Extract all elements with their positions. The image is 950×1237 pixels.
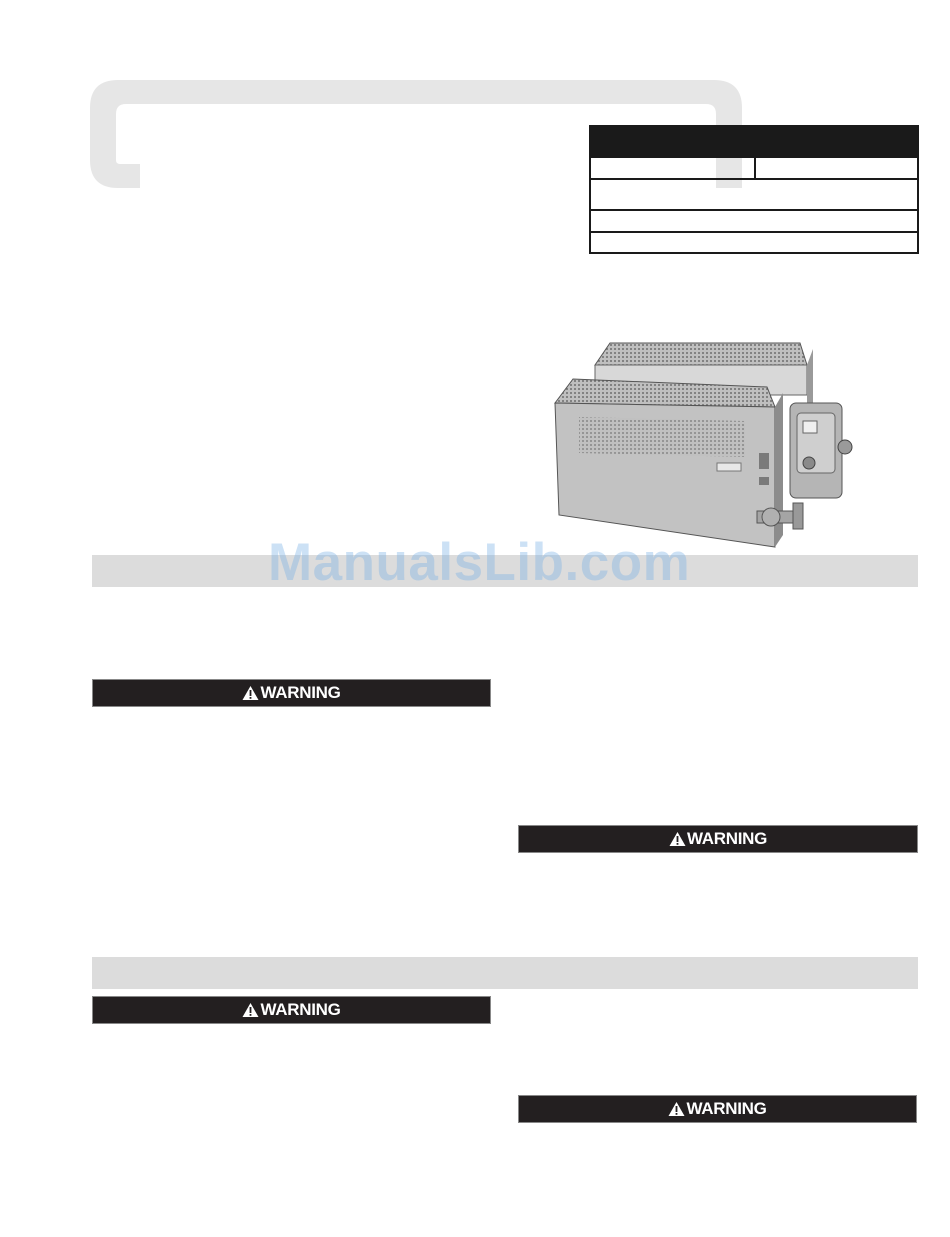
- warning-triangle-icon: [668, 1101, 685, 1117]
- section-header-bar: [92, 957, 918, 989]
- warning-label: WARNING: [686, 1099, 767, 1118]
- warning-label: WARNING: [686, 829, 768, 848]
- warning-triangle-icon: [242, 685, 259, 701]
- warning-label: WARNING: [260, 683, 341, 702]
- warning-triangle-icon: [242, 1002, 259, 1018]
- spec-table-row: [591, 178, 917, 180]
- warning-label: WARNING: [260, 1000, 341, 1019]
- warning-banner: [518, 825, 918, 853]
- warning-triangle-icon: [669, 831, 686, 847]
- spec-table-header: [591, 127, 917, 158]
- heater-product-image: [545, 335, 860, 550]
- warning-banner: [518, 1095, 917, 1123]
- spec-table-row: [591, 231, 917, 233]
- spec-table-divider: [754, 158, 756, 180]
- spec-table: [589, 125, 919, 254]
- watermark: ManualsLib.com: [268, 533, 691, 592]
- warning-banner: [92, 679, 491, 707]
- spec-table-row: [591, 209, 917, 211]
- warning-banner: [92, 996, 491, 1024]
